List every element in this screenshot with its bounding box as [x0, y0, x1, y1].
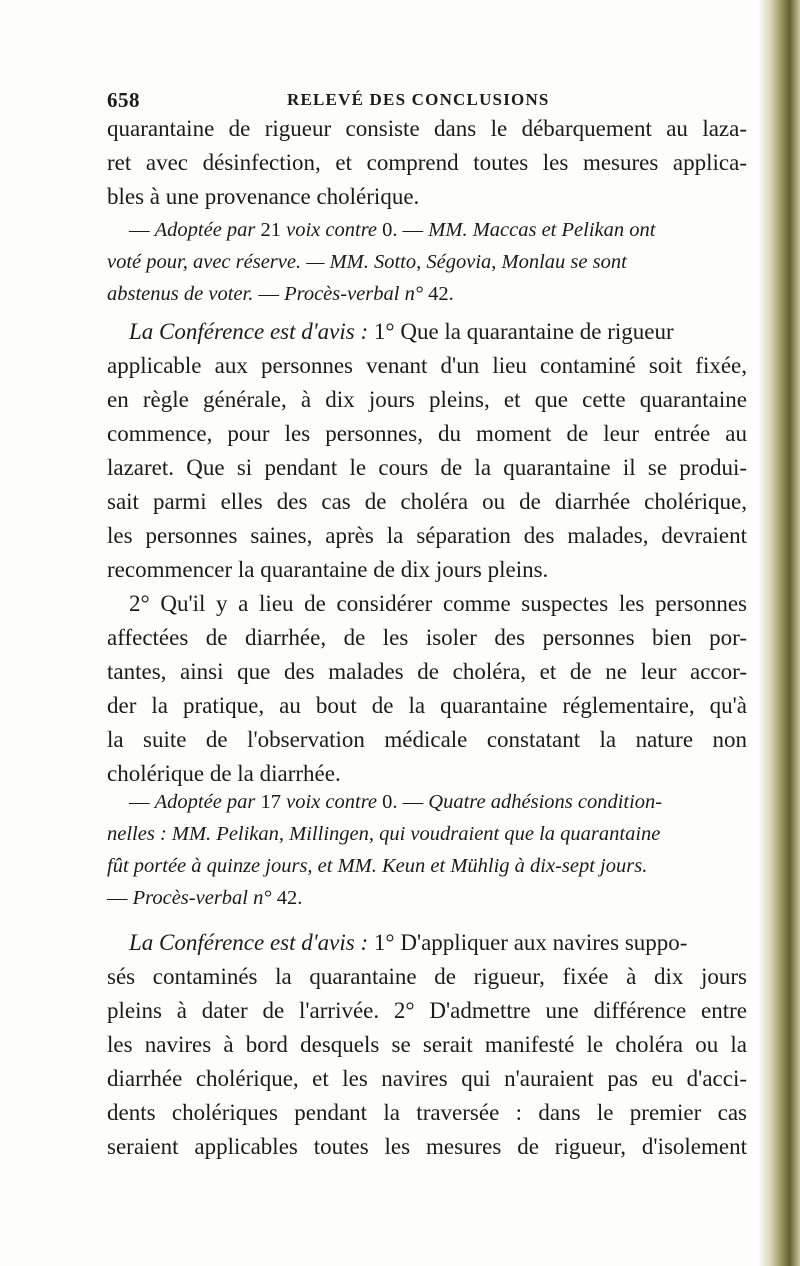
text-span: 1° D'appliquer aux navires suppo-: [368, 930, 688, 955]
text-line: tantes, ainsi que des malades de choléra, et de ne leur accor-: [107, 659, 747, 684]
dash: —: [107, 887, 133, 909]
vote-count: 0. —: [377, 791, 429, 813]
vote-record-1: [107, 214, 747, 310]
vote-line: voté pour, avec réserve. — MM. Sotto, Ségovia, Monlau se sont: [107, 251, 627, 273]
text-line: pleins à dater de l'arrivée. 2° D'admettre une différence entre: [107, 998, 747, 1023]
vote-line: [107, 786, 747, 818]
text-line: seraient applicables toutes les mesures de rigueur, d'isolement: [107, 1134, 747, 1159]
vote-label: Adoptée par: [154, 219, 256, 241]
proces-verbal-label: Procès-verbal n°: [132, 887, 272, 909]
vote-label: Adoptée par: [154, 791, 256, 813]
vote-label: voix contre: [286, 219, 378, 241]
text-line: dents cholériques pendant la traversée : dans le premier cas: [107, 1100, 747, 1125]
text-line: der la pratique, au bout de la quarantaine réglementaire, qu'à: [107, 693, 747, 718]
paragraph-conference-1: [107, 315, 747, 791]
conference-lead: La Conférence est d'avis :: [129, 930, 369, 955]
page-edge-shadow: [758, 0, 800, 1266]
proces-verbal-number: 42.: [423, 283, 454, 305]
vote-line: [107, 882, 747, 914]
paragraph-intro: [107, 112, 747, 214]
vote-line: nelles : MM. Pelikan, Millingen, qui voudraient que la quarantaine: [107, 823, 661, 845]
conference-lead: La Conférence est d'avis :: [129, 319, 369, 344]
vote-count: 21: [255, 219, 287, 241]
page-header: [107, 88, 747, 114]
text-line: [107, 315, 747, 349]
vote-line: fût portée à quinze jours, et MM. Keun et Mühlig à dix-sept jours.: [107, 855, 648, 877]
vote-line: [107, 214, 747, 246]
text-line: en règle générale, à dix jours pleins, et que cette quarantaine: [107, 387, 747, 412]
text-line: affectées de diarrhée, de les isoler des personnes bien por-: [107, 625, 747, 650]
running-head: RELEVÉ DES CONCLUSIONS: [287, 90, 550, 109]
text-line: sés contaminés la quarantaine de rigueur, fixée à dix jours: [107, 964, 747, 989]
text-line: la suite de l'observation médicale constatant la nature non: [107, 727, 747, 752]
vote-note: Quatre adhésions condition-: [428, 791, 663, 813]
text-span: 1° Que la quarantaine de rigueur: [368, 319, 674, 344]
text-line: [107, 926, 747, 960]
text-line: commence, pour les personnes, du moment de leur entrée au: [107, 421, 747, 446]
text-line: bles à une provenance cholérique.: [107, 184, 420, 209]
text-line: quarantaine de rigueur consiste dans le débarquement au laza-: [107, 116, 747, 141]
vote-count: 0. —: [377, 219, 429, 241]
text-line: cholérique de la diarrhée.: [107, 761, 341, 786]
paragraph-conference-2: [107, 926, 747, 1164]
vote-record-2: [107, 786, 747, 914]
text-line: diarrhée cholérique, et les navires qui n'auraient pas eu d'acci-: [107, 1066, 747, 1091]
dash: —: [253, 283, 285, 305]
proces-verbal-number: 42.: [271, 887, 303, 909]
dash: —: [129, 219, 155, 241]
dash: —: [129, 791, 155, 813]
vote-count: 17: [255, 791, 287, 813]
proces-verbal-label: Procès-verbal n°: [284, 283, 424, 305]
vote-label: voix contre: [286, 791, 378, 813]
text-line: sait parmi elles des cas de choléra ou de diarrhée cholérique,: [107, 489, 747, 514]
text-line: recommencer la quarantaine de dix jours pleins.: [107, 557, 549, 582]
page-number: 658: [107, 88, 140, 112]
text-line: 2° Qu'il y a lieu de considérer comme suspectes les personnes: [129, 591, 747, 616]
text-line: applicable aux personnes venant d'un lieu contaminé soit fixée,: [107, 353, 747, 378]
vote-line: [107, 278, 747, 310]
vote-note: MM. Maccas et Pelikan ont: [428, 219, 656, 241]
vote-note: abstenus de voter.: [107, 283, 254, 305]
text-line: ret avec désinfection, et comprend toutes les mesures applica-: [107, 150, 747, 175]
text-line: les navires à bord desquels se serait manifesté le choléra ou la: [107, 1032, 747, 1057]
text-line: lazaret. Que si pendant le cours de la quarantaine il se produi-: [107, 455, 747, 480]
text-line: les personnes saines, après la séparation des malades, devraient: [107, 523, 747, 548]
